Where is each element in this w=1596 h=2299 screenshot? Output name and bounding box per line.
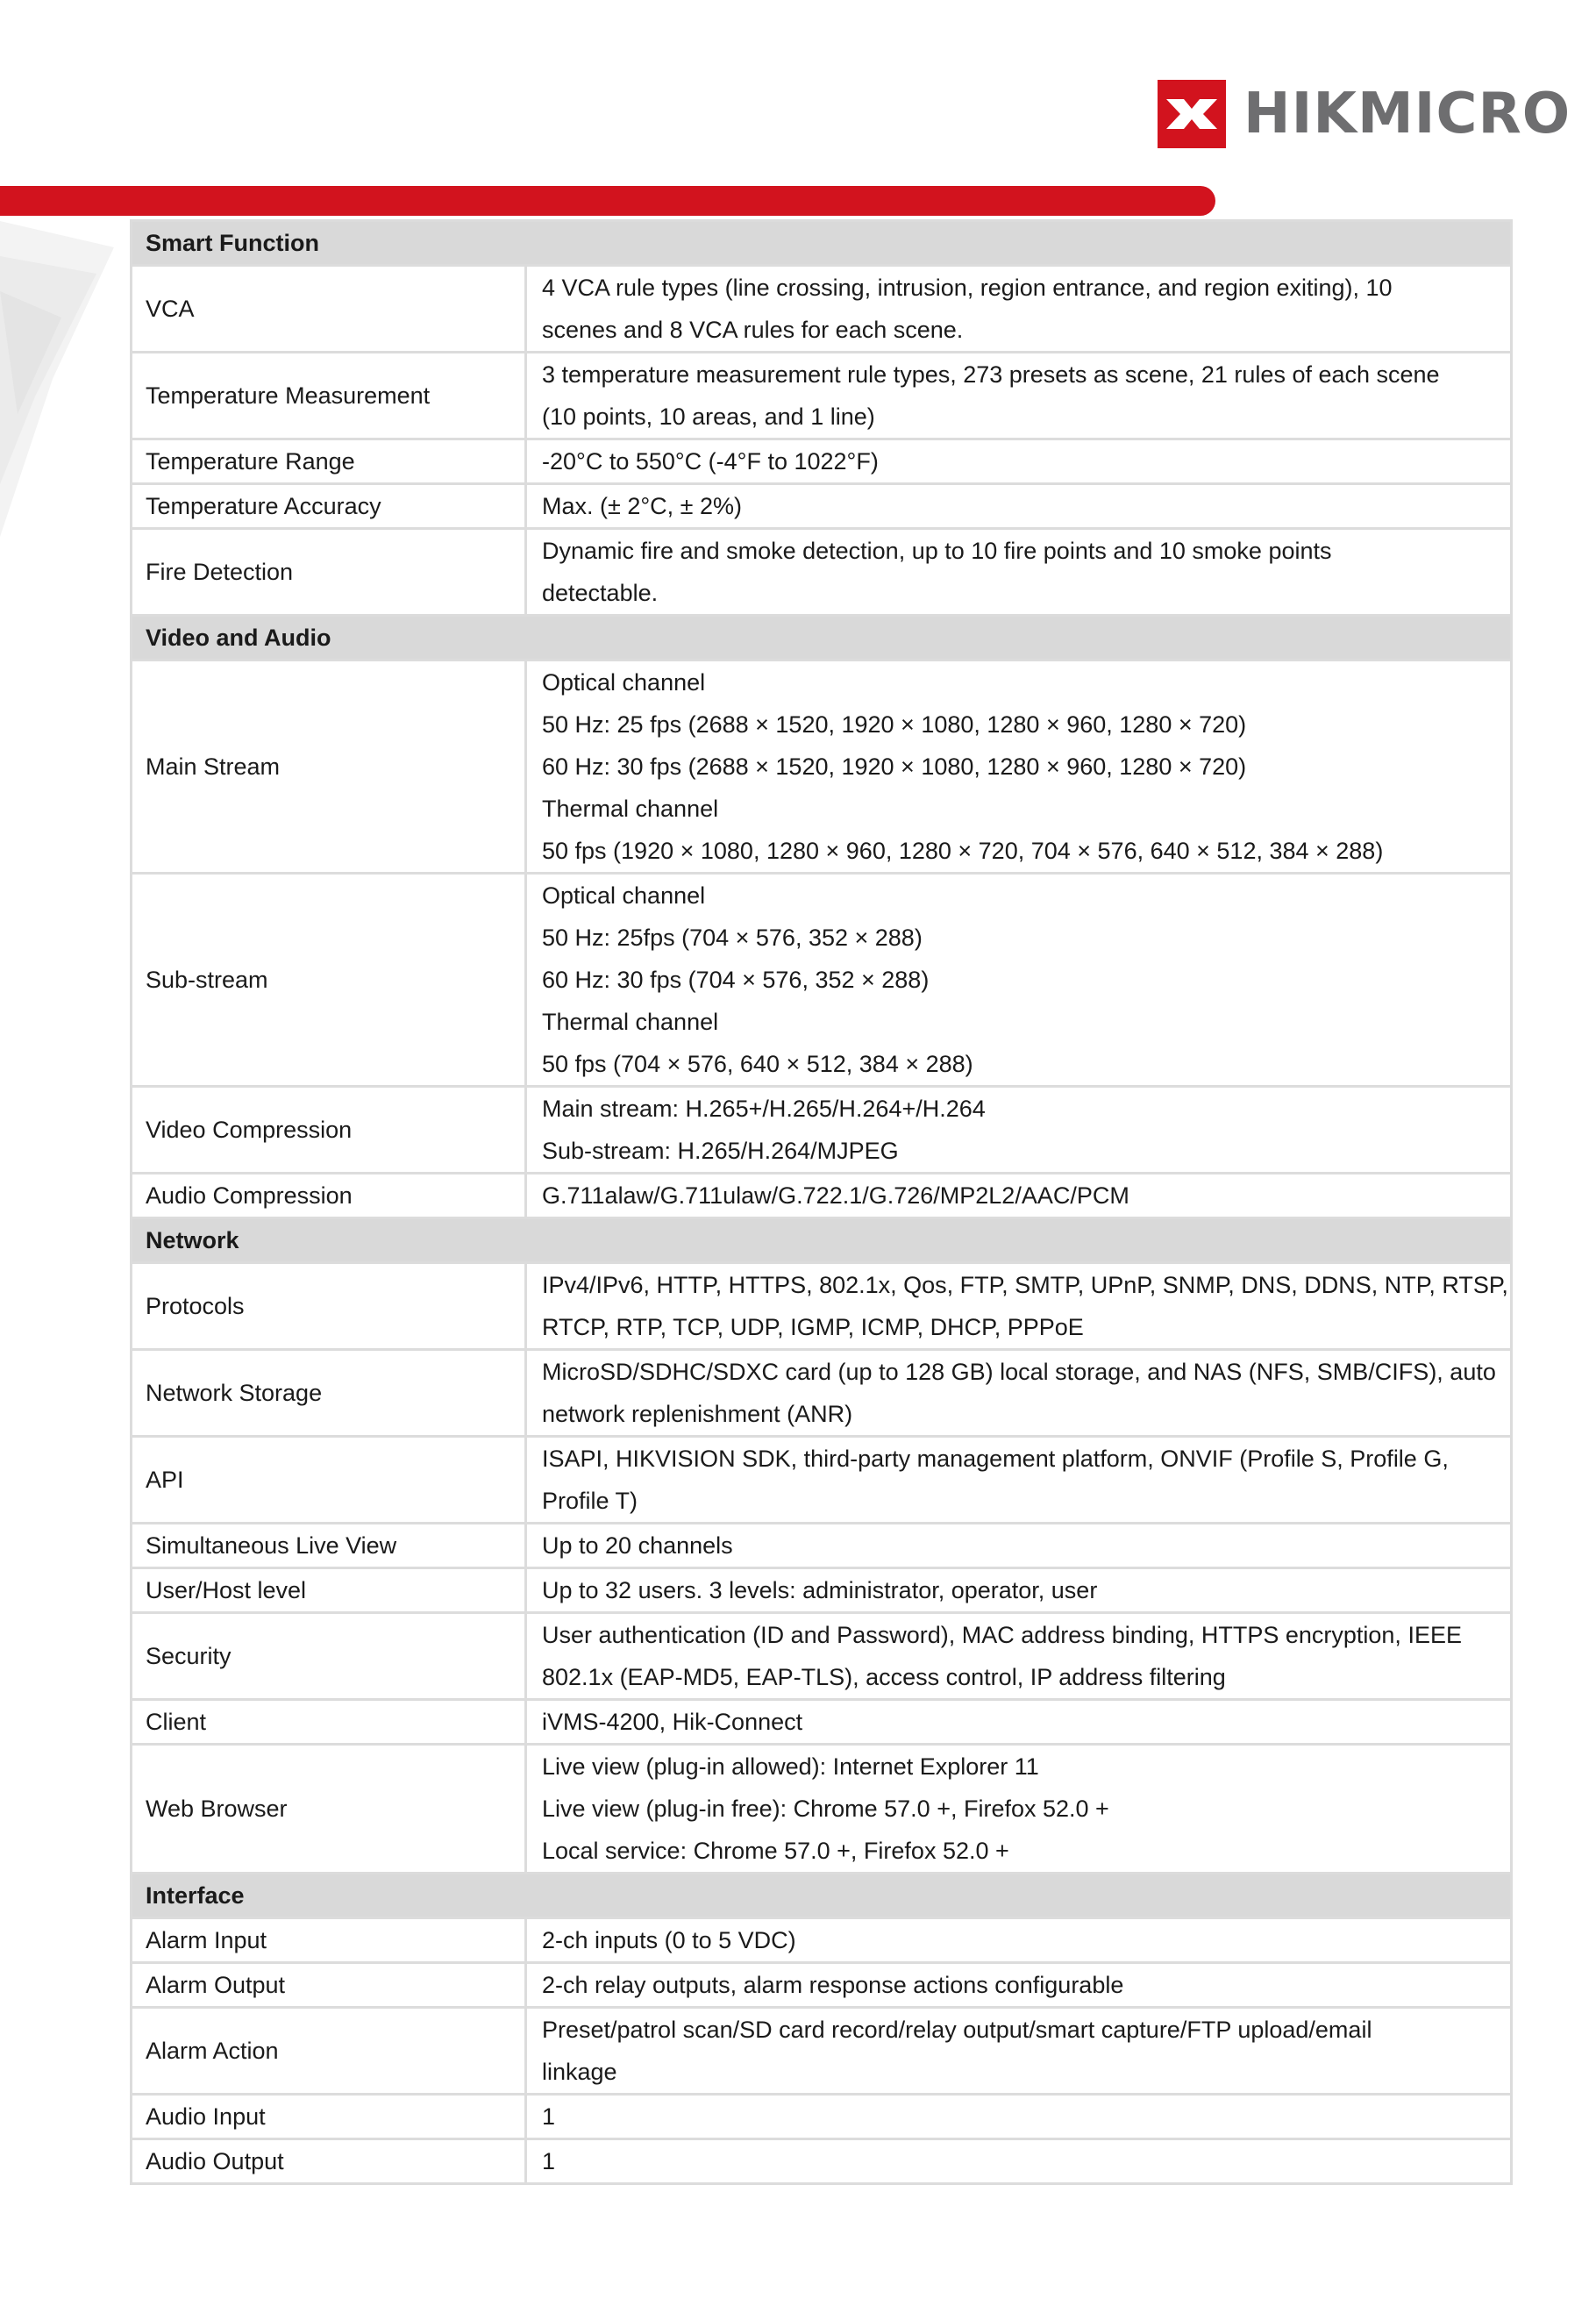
spec-value — [526, 660, 1512, 874]
spec-row — [132, 1350, 1512, 1437]
spec-row — [132, 1963, 1512, 2008]
spec-value — [526, 1087, 1512, 1174]
spec-value-line: 802.1x (EAP-MD5, EAP-TLS), access control, IP address filtering — [542, 1664, 1226, 1690]
spec-value — [526, 484, 1512, 529]
spec-row — [132, 353, 1512, 439]
spec-name: Alarm Output — [132, 1963, 526, 2008]
spec-row — [132, 1918, 1512, 1963]
spec-value-line: scenes and 8 VCA rules for each scene. — [542, 317, 964, 343]
spec-value-line: 3 temperature measurement rule types, 273 presets as scene, 21 rules of each scene — [542, 361, 1440, 388]
spec-value-line: 50 Hz: 25 fps (2688 × 1520, 1920 × 1080, 1280 × 960, 1280 × 720) — [542, 711, 1247, 738]
spec-value — [526, 1524, 1512, 1568]
spec-name: Audio Compression — [132, 1174, 526, 1218]
spec-value-line: Main stream: H.265+/H.265/H.264+/H.264 — [542, 1096, 986, 1122]
spec-value — [526, 1263, 1512, 1350]
spec-value-line: 4 VCA rule types (line crossing, intrusion, region entrance, and region exiting), 10 — [542, 275, 1393, 301]
spec-row — [132, 484, 1512, 529]
spec-value-line: Optical channel — [542, 882, 706, 909]
spec-value — [526, 439, 1512, 484]
spec-value-line: 50 fps (704 × 576, 640 × 512, 384 × 288) — [542, 1051, 973, 1077]
section-title: Video and Audio — [132, 616, 1512, 660]
spec-value-line: MicroSD/SDHC/SDXC card (up to 128 GB) local storage, and NAS (NFS, SMB/CIFS), auto — [542, 1359, 1496, 1385]
spec-value — [526, 1174, 1512, 1218]
spec-row — [132, 660, 1512, 874]
spec-name: Main Stream — [132, 660, 526, 874]
section-title: Smart Function — [132, 221, 1512, 266]
spec-name: API — [132, 1437, 526, 1524]
spec-value-line: Max. (± 2°C, ± 2%) — [542, 493, 742, 519]
spec-value-line: Live view (plug-in free): Chrome 57.0 +, Firefox 52.0 + — [542, 1796, 1109, 1822]
spec-row — [132, 266, 1512, 353]
section-title: Interface — [132, 1874, 1512, 1918]
spec-name: Temperature Measurement — [132, 353, 526, 439]
spec-value — [526, 1745, 1512, 1874]
spec-value-line: 60 Hz: 30 fps (704 × 576, 352 × 288) — [542, 967, 930, 993]
spec-value-line: (10 points, 10 areas, and 1 line) — [542, 403, 875, 430]
spec-value — [526, 353, 1512, 439]
spec-value-line: Profile T) — [542, 1488, 638, 1514]
spec-value-line: Dynamic fire and smoke detection, up to 10 fire points and 10 smoke points — [542, 538, 1332, 564]
spec-value — [526, 1700, 1512, 1745]
spec-row — [132, 874, 1512, 1087]
spec-value — [526, 1568, 1512, 1613]
spec-name: Web Browser — [132, 1745, 526, 1874]
spec-value — [526, 2095, 1512, 2139]
spec-row — [132, 2139, 1512, 2184]
spec-name: Audio Output — [132, 2139, 526, 2184]
decorative-shape — [0, 221, 123, 537]
spec-value-line: iVMS-4200, Hik-Connect — [542, 1709, 803, 1735]
spec-value-line: Preset/patrol scan/SD card record/relay output/smart capture/FTP upload/email — [542, 2017, 1372, 2043]
spec-value — [526, 2139, 1512, 2184]
spec-value-line: Thermal channel — [542, 796, 719, 822]
spec-row — [132, 1174, 1512, 1218]
spec-value — [526, 874, 1512, 1087]
section-header — [132, 1874, 1512, 1918]
spec-name: Temperature Range — [132, 439, 526, 484]
spec-value-line: Thermal channel — [542, 1009, 719, 1035]
spec-value-line: 50 fps (1920 × 1080, 1280 × 960, 1280 × 720, 704 × 576, 640 × 512, 384 × 288) — [542, 838, 1384, 864]
spec-row — [132, 439, 1512, 484]
spec-value-line: Up to 32 users. 3 levels: administrator, operator, user — [542, 1577, 1098, 1603]
spec-name: Alarm Input — [132, 1918, 526, 1963]
spec-row — [132, 1263, 1512, 1350]
spec-name: Sub-stream — [132, 874, 526, 1087]
spec-value — [526, 1350, 1512, 1437]
spec-value-line: Optical channel — [542, 669, 706, 696]
spec-row — [132, 1745, 1512, 1874]
spec-row — [132, 2095, 1512, 2139]
spec-value-line: Sub-stream: H.265/H.264/MJPEG — [542, 1138, 899, 1164]
section-header — [132, 616, 1512, 660]
spec-table — [130, 219, 1513, 2185]
spec-name: Alarm Action — [132, 2008, 526, 2095]
spec-value-line: 60 Hz: 30 fps (2688 × 1520, 1920 × 1080, 1280 × 960, 1280 × 720) — [542, 753, 1247, 780]
spec-value-line: 2-ch inputs (0 to 5 VDC) — [542, 1927, 796, 1953]
hikmicro-logo-icon — [1158, 80, 1226, 148]
spec-value-line: G.711alaw/G.711ulaw/G.722.1/G.726/MP2L2/AAC/PCM — [542, 1182, 1129, 1209]
spec-name: Audio Input — [132, 2095, 526, 2139]
section-header — [132, 1218, 1512, 1263]
spec-name: Temperature Accuracy — [132, 484, 526, 529]
spec-name: Video Compression — [132, 1087, 526, 1174]
spec-value-line: Local service: Chrome 57.0 +, Firefox 52.0 + — [542, 1838, 1009, 1864]
spec-row — [132, 1568, 1512, 1613]
spec-value — [526, 2008, 1512, 2095]
spec-name: Protocols — [132, 1263, 526, 1350]
spec-name: User/Host level — [132, 1568, 526, 1613]
spec-value-line: User authentication (ID and Password), MAC address binding, HTTPS encryption, IEEE — [542, 1622, 1462, 1648]
spec-value-line: 2-ch relay outputs, alarm response actions configurable — [542, 1972, 1124, 1998]
spec-value — [526, 1437, 1512, 1524]
spec-value-line: ISAPI, HIKVISION SDK, third-party management platform, ONVIF (Profile S, Profile G, — [542, 1446, 1449, 1472]
spec-name: Fire Detection — [132, 529, 526, 616]
spec-value — [526, 266, 1512, 353]
section-header — [132, 221, 1512, 266]
spec-name: Client — [132, 1700, 526, 1745]
spec-name: VCA — [132, 266, 526, 353]
spec-row — [132, 1700, 1512, 1745]
spec-row — [132, 1087, 1512, 1174]
spec-row — [132, 1613, 1512, 1700]
spec-value-line: Live view (plug-in allowed): Internet Explorer 11 — [542, 1753, 1039, 1780]
section-title: Network — [132, 1218, 1512, 1263]
spec-value-line: linkage — [542, 2059, 617, 2085]
spec-value-line: 1 — [542, 2103, 556, 2130]
brand-logo — [1158, 77, 1571, 151]
spec-row — [132, 1524, 1512, 1568]
spec-value-line: 50 Hz: 25fps (704 × 576, 352 × 288) — [542, 925, 923, 951]
spec-row — [132, 2008, 1512, 2095]
spec-value — [526, 1918, 1512, 1963]
spec-value-line: RTCP, RTP, TCP, UDP, IGMP, ICMP, DHCP, PPPoE — [542, 1314, 1084, 1340]
spec-value-line: Up to 20 channels — [542, 1532, 733, 1559]
spec-value-line: network replenishment (ANR) — [542, 1401, 853, 1427]
spec-value — [526, 1963, 1512, 2008]
brand-name: HIKMICRO — [1243, 82, 1571, 146]
spec-row — [132, 1437, 1512, 1524]
header-red-bar — [0, 186, 1215, 216]
spec-name: Simultaneous Live View — [132, 1524, 526, 1568]
spec-name: Network Storage — [132, 1350, 526, 1437]
spec-row — [132, 529, 1512, 616]
spec-value — [526, 1613, 1512, 1700]
spec-value-line: -20°C to 550°C (-4°F to 1022°F) — [542, 448, 879, 475]
spec-value-line: detectable. — [542, 580, 659, 606]
spec-name: Security — [132, 1613, 526, 1700]
spec-value-line: 1 — [542, 2148, 556, 2174]
spec-value-line: IPv4/IPv6, HTTP, HTTPS, 802.1x, Qos, FTP, SMTP, UPnP, SNMP, DNS, DDNS, NTP, RTSP, — [542, 1272, 1508, 1298]
spec-value — [526, 529, 1512, 616]
